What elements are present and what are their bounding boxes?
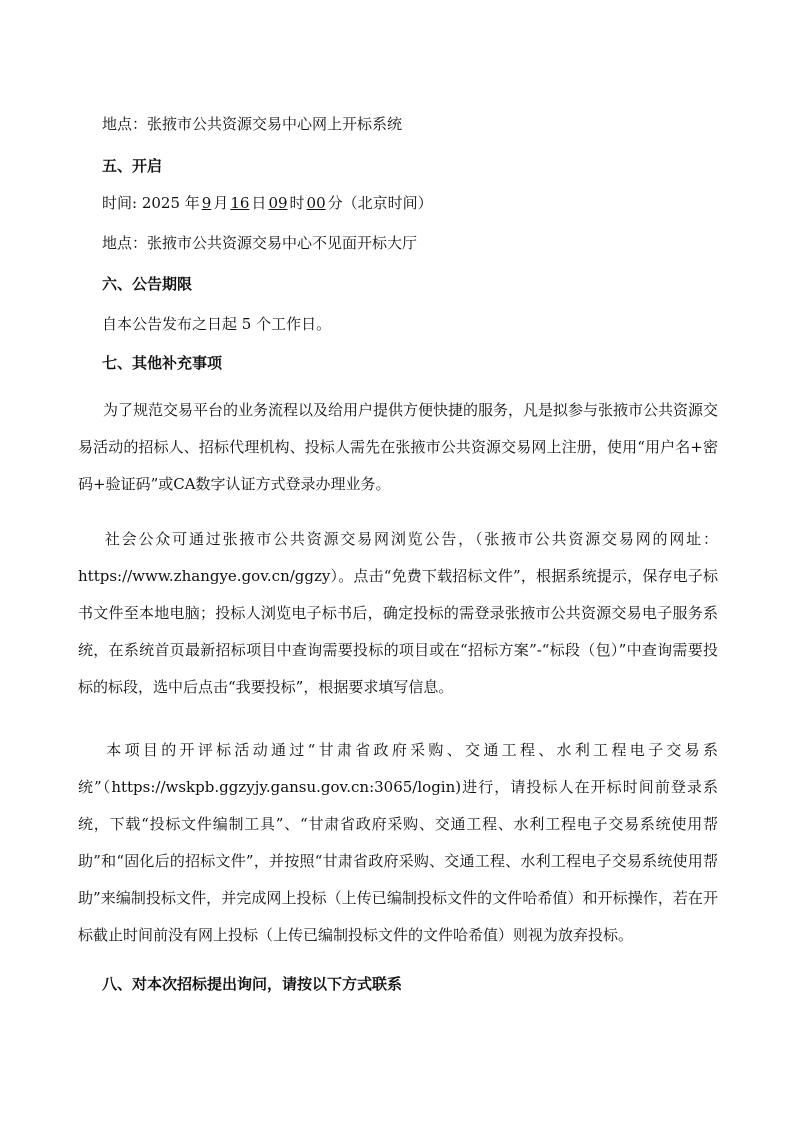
section-8-heading: 八、对本次招标提出询问，请按以下方式联系 <box>102 975 403 993</box>
paragraph-public-access-text: 社会公众可通过张掖市公共资源交易网浏览公告，（张掖市公共资源交易网的网址：https://www.zhangye.gov.cn/ggzy）。点击“免费下载招标文件”，根据系统提示，保存电子标书文件至本地电脑；投标人浏览电子标书后，确定投标的需登录张掖市公共资源交易电子服务系统，在系统首页最新招标项目中查询需要投标的项目或在“招标方案”-“标段（包）”中查询需要投标的标段，选中后点击“我要投标”，根据要求填写信息。 <box>78 530 718 696</box>
notice-period-text: 自本公告发布之日起 5 个工作日。 <box>102 315 332 333</box>
month-value: 9 <box>201 194 212 212</box>
hour-unit: 时 <box>289 194 305 212</box>
opening-location-line: 地点：张掖市公共资源交易中心不见面开标大厅 <box>102 234 418 252</box>
paragraph-bid-system-text: 本项目的开评标活动通过“甘肃省政府采购、交通工程、水利工程电子交易系统”（https://wskpb.ggzyjy.gansu.gov.cn:3065/login)进行，请投标人在开标时间前登录系统，下载“投标文件编制工具”、“甘肃省政府采购、交通工程、水利工程电子交易系统使用帮助”和“固化后的招标文件”，并按照“甘肃省政府采购、交通工程、水利工程电子交易系统使用帮助”来编制投标文件，并完成网上投标（上传已编制投标文件的文件哈希值）和开标操作，若在开标截止时间前没有网上投标（上传已编制投标文件的文件哈希值）则视为放弃投标。 <box>78 741 718 944</box>
section-6-heading: 六、公告期限 <box>102 275 193 293</box>
section-5-heading: 五、开启 <box>102 157 163 175</box>
month-unit: 月 <box>213 194 229 212</box>
paragraph-registration <box>78 392 718 503</box>
time-prefix: 时间: 2025 年 <box>102 194 200 212</box>
minute-value: 00 <box>306 194 326 212</box>
minute-suffix: 分（北京时间） <box>327 194 433 212</box>
opening-time-line <box>102 193 433 213</box>
day-unit: 日 <box>251 194 267 212</box>
paragraph-registration-text: 为了规范交易平台的业务流程以及给用户提供方便快捷的服务，凡是拟参与张掖市公共资源交易活动的招标人、招标代理机构、投标人需先在张掖市公共资源交易网上注册，使用“用户名+密码+验证码”或CA数字认证方式登录办理业务。 <box>78 401 719 493</box>
location-online-line: 地点：张掖市公共资源交易中心网上开标系统 <box>102 115 403 133</box>
hour-value: 09 <box>268 194 288 212</box>
day-value: 16 <box>230 194 250 212</box>
paragraph-bid-system <box>78 732 718 954</box>
section-7-heading: 七、其他补充事项 <box>102 354 223 372</box>
paragraph-public-access <box>78 521 718 706</box>
